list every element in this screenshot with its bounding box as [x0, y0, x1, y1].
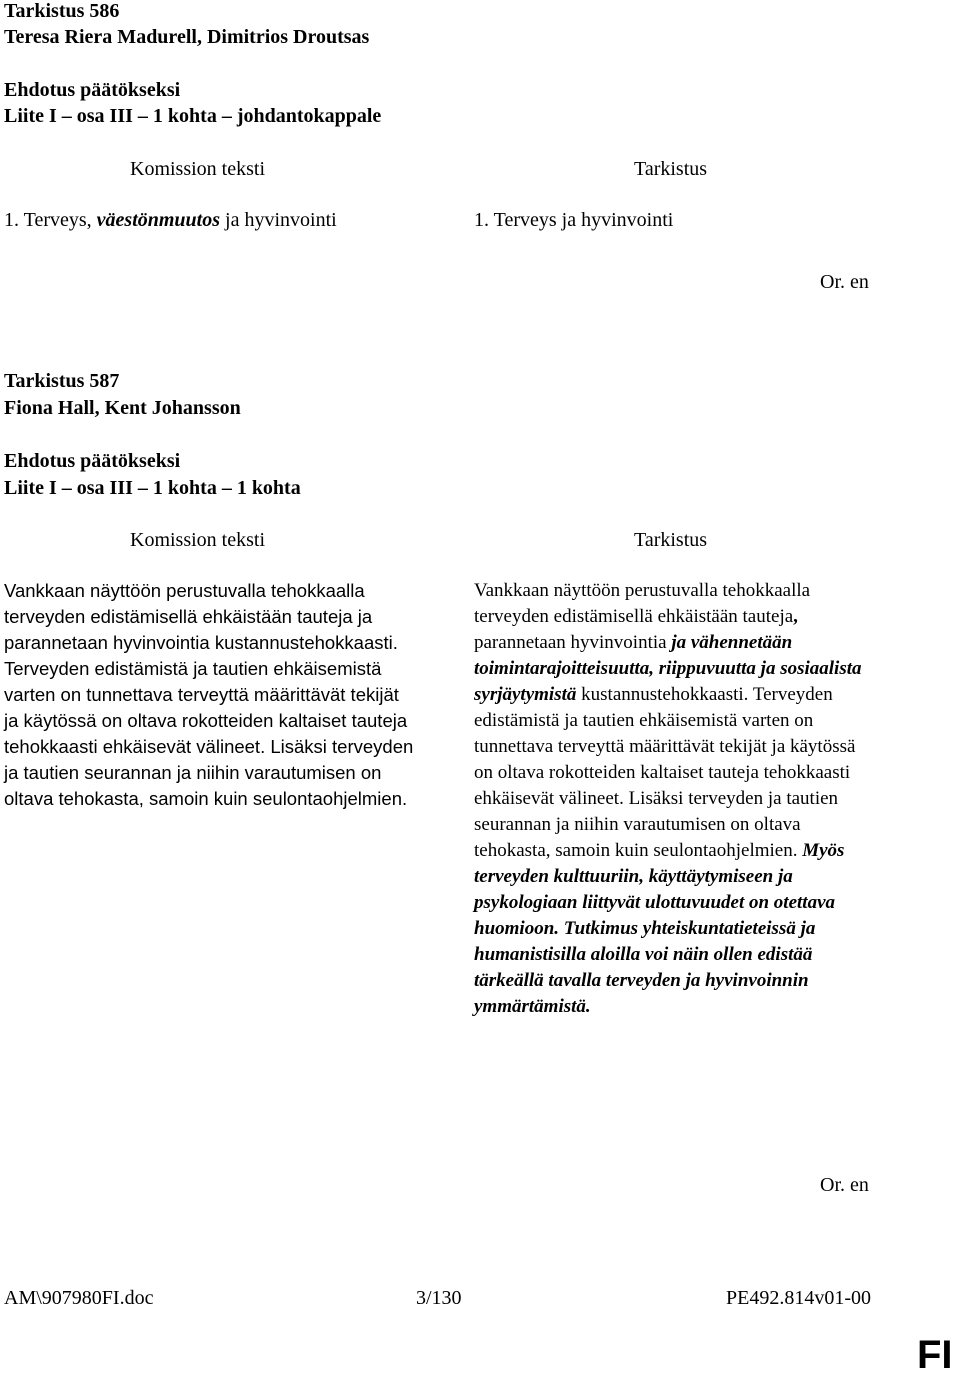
amendment-heading: Tarkistus — [634, 529, 708, 551]
commission-text-body — [4, 207, 444, 233]
text-run: 1. Terveys, — [4, 209, 97, 231]
text-run: väestönmuutos — [96, 209, 221, 231]
proposal-label: Ehdotus päätökseksi — [4, 450, 181, 472]
footer-page-number: 3/130 — [416, 1287, 462, 1309]
amendment-reference: Liite I – osa III – 1 kohta – johdantokappale — [4, 105, 382, 127]
text-run: Vankkaan näyttöön perustuvalla tehokkaalla terveyden edistämisellä ehkäistään tauteja — [474, 580, 811, 627]
commission-text-heading: Komission teksti — [130, 158, 266, 180]
amendment-authors: Teresa Riera Madurell, Dimitrios Droutsas — [4, 26, 370, 48]
text-run: 1. Terveys ja hyvinvointi — [474, 209, 674, 231]
amendment-number: Tarkistus 586 — [4, 0, 120, 22]
amendment-text-body — [474, 578, 874, 1020]
text-run: Vankkaan näyttöön perustuvalla tehokkaalla terveyden edistämisellä ehkäistään tauteja ja parannetaan hyvinvointia kustannustehokkaasti. Terveyden edistämistä ja tautien ehkäisemistä varten on tunnettava terveyttä määrittävät tekijät ja käytössä on oltava rokotteiden kaltaiset tauteja tehokkaasti ehkäisevät välineet. Lisäksi terveyden ja tautien seurannan ja niihin varautumisen on oltava tehokasta, samoin kuin seulontaohjelmien. — [4, 580, 414, 809]
text-run: parannetaan hyvinvointia — [474, 632, 672, 653]
original-language: Or. en — [820, 271, 869, 293]
text-run: kustannustehokkaasti. Terveyden edistämistä ja tautien ehkäisemistä varten on tunnettava terveyttä määrittävät tekijät ja käytössä on oltava rokotteiden kaltaiset tauteja tehokkaasti ehkäisevät välineet. Lisäksi terveyden ja tautien seurannan ja niihin varautumisen on oltava tehokasta, samoin kuin seulontaohjelmien. — [474, 684, 856, 861]
amendment-heading: Tarkistus — [634, 158, 708, 180]
commission-text-body — [4, 578, 414, 812]
proposal-label: Ehdotus päätökseksi — [4, 79, 181, 101]
language-code: FI — [917, 1333, 953, 1377]
original-language: Or. en — [820, 1174, 869, 1196]
commission-text-heading: Komission teksti — [130, 529, 266, 551]
amendment-text-body — [474, 207, 914, 233]
amendment-number: Tarkistus 587 — [4, 370, 120, 392]
text-run: ja vähennetään toimintarajoitteisuutta, riippuvuutta ja sosiaalista syrjäytymistä — [474, 632, 862, 705]
text-run: , — [793, 606, 798, 627]
text-run: ja hyvinvointi — [220, 209, 337, 231]
text-run: Myös terveyden kulttuuriin, käyttäytymiseen ja psykologiaan liittyvät ulottuvuudet on otettava huomioon. Tutkimus yhteiskuntatieteissä ja humanistisilla aloilla voi näin ollen edistää tärkeällä tavalla terveyden ja hyvinvoinnin ymmärtämistä. — [474, 840, 845, 1017]
footer-doc-ref: AM\907980FI.doc — [4, 1287, 154, 1309]
footer-pe-ref: PE492.814v01-00 — [726, 1287, 871, 1309]
amendment-authors: Fiona Hall, Kent Johansson — [4, 397, 241, 419]
amendment-reference: Liite I – osa III – 1 kohta – 1 kohta — [4, 477, 301, 499]
